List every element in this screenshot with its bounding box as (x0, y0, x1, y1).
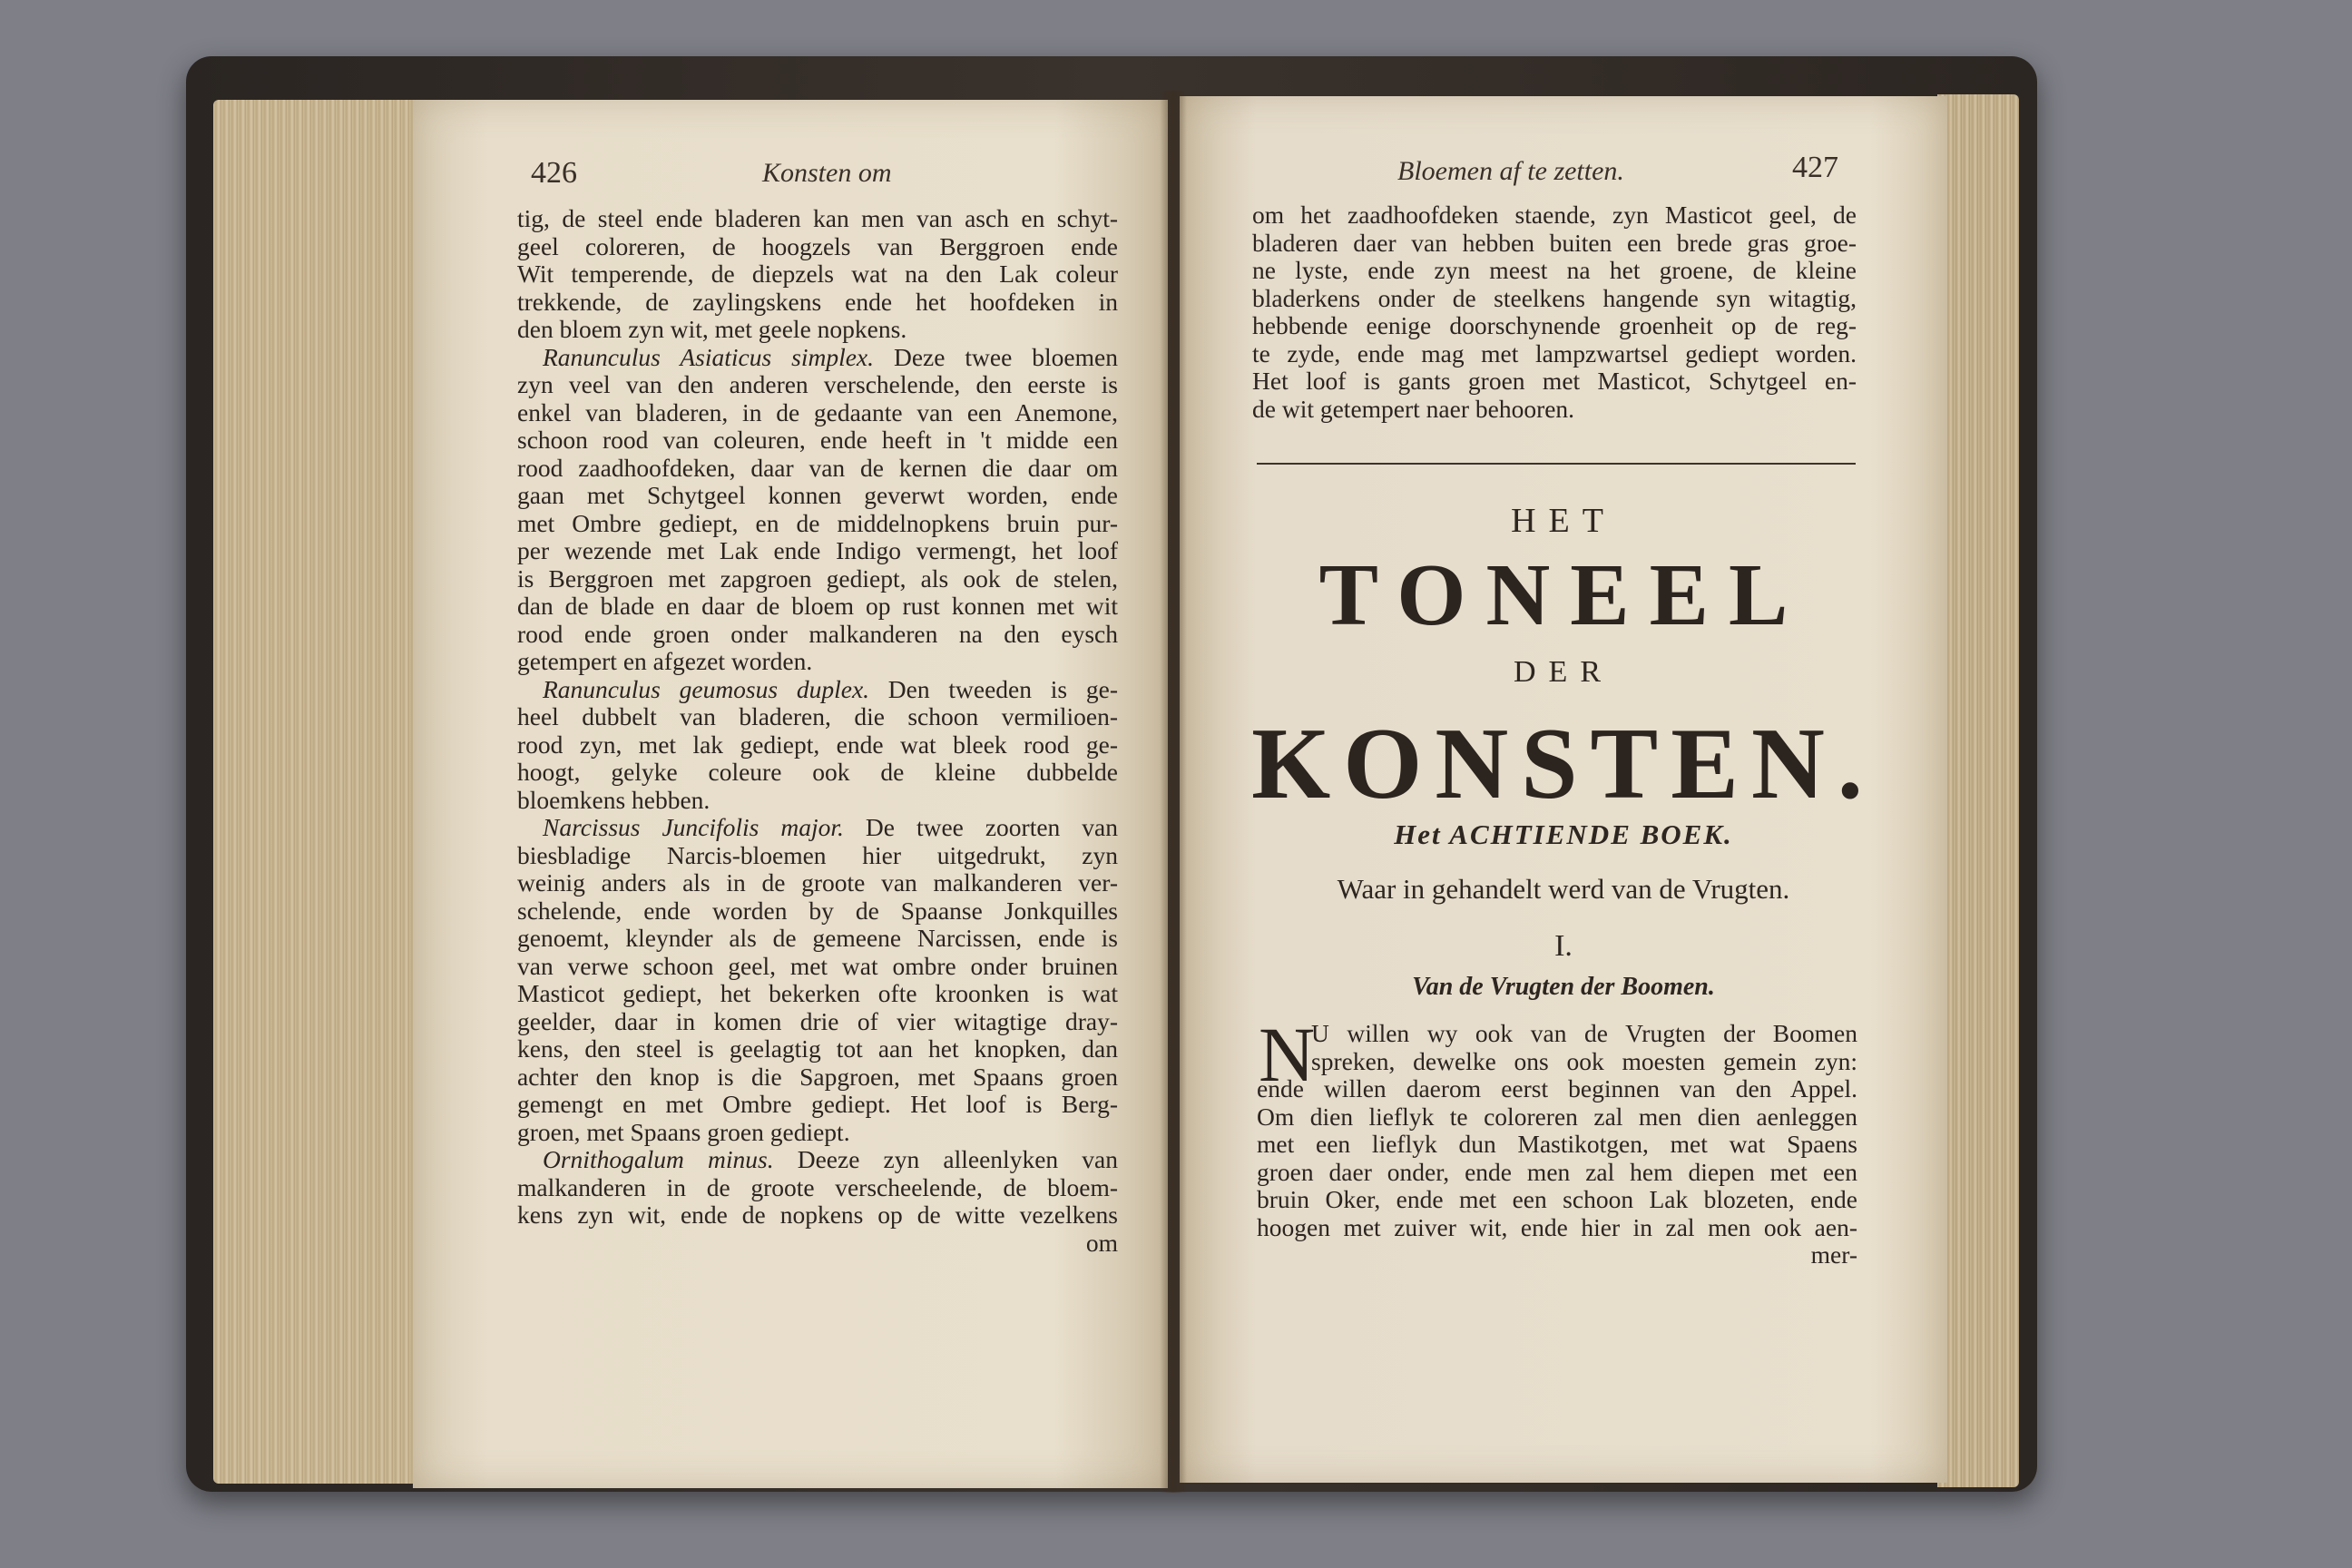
text-line: Ranunculus Asiaticus simplex. Deze twee bloemen (543, 342, 1118, 371)
text-line: trekkende, de zaylingskens ende het hoofdeken in (517, 287, 1118, 316)
text-line: hebbende eenige doorschynende groenheit op de reg- (1252, 311, 1857, 339)
book-subtitle: Waar in gehandelt werd van de Vrugten. (1337, 873, 1790, 905)
text-line: hoogt, gelyke coleure ook de kleine dubbelde (517, 758, 1118, 786)
title-toneel: TONEEL (1318, 546, 1808, 644)
text-line: met een lieflyk dun Mastikotgen, met wat Spaens (1257, 1130, 1857, 1158)
text-line: groen daer onder, ende men zal hem diepen met een (1257, 1157, 1857, 1186)
text-line: schelende, ende worden by de Spaanse Jonkquilles (517, 896, 1118, 925)
text-line: malkanderen in de groote verscheelende, de bloem- (517, 1172, 1118, 1201)
text-line: ne lyste, ende zyn meest na het groene, de kleine (1252, 256, 1857, 284)
text-line: gemengt en met Ombre gediept. Het loof is Berg- (517, 1090, 1118, 1118)
text-line: Ornithogalum minus. Deeze zyn alleenlyken van (543, 1145, 1119, 1173)
title-konsten: KONSTEN. (1251, 708, 1876, 820)
text-line: bladeren daer van hebben buiten een brede gras groe- (1252, 228, 1857, 257)
text-line: kens zyn wit, ende de nopkens op de witte vezelkens (517, 1200, 1118, 1229)
text-line: groen, met Spaans groen gediept. (517, 1117, 850, 1146)
text-line: bloemkens hebben. (517, 785, 710, 814)
text-line: Narcissus Juncifolis major. De twee zoorten van (543, 813, 1118, 841)
text-line: met Ombre gediept, en de middelnopkens bruin pur- (517, 508, 1118, 537)
book-number-heading: Het ACHTIENDE BOEK. (1394, 818, 1733, 850)
right-page-number: 427 (1792, 151, 1838, 184)
text-line: geelder, daar in komen drie of vier witagtige dray- (517, 1006, 1118, 1035)
text-line: Ranunculus geumosus duplex. Den tweeden is ge- (543, 674, 1118, 703)
left-page-number: 426 (531, 156, 577, 190)
text-line: om het zaadhoofdeken staende, zyn Masticot geel, de (1252, 201, 1857, 229)
text-line: getempert en afgezet worden. (517, 647, 813, 675)
text-line: weinig anders als in de groote van malkanderen ver- (517, 868, 1118, 897)
text-line: te zyde, ende mag met lampzwartsel gediept worden. (1252, 338, 1857, 368)
text-line: tig, de steel ende bladeren kan men van asch en schyt- (517, 204, 1118, 232)
text-line: zyn veel van den anderen verschelende, den eerste is (517, 370, 1118, 398)
text-line: den bloem zyn wit, met geele nopkens. (517, 315, 907, 343)
text-line: mer- (1810, 1240, 1857, 1269)
left-running-head: Konsten om (762, 158, 892, 188)
right-page-top-text (1252, 201, 1857, 423)
text-line: genoemt, kleynder als de gemeene Narcissen, ende is (517, 924, 1118, 952)
text-line: enkel van bladeren, in de gedaante van een Anemone, (517, 397, 1118, 426)
text-line: rood zyn, met lak gediept, ende wat bleek rood ge- (517, 730, 1118, 759)
text-line: Masticot gediept, het bekerken ofte kroonken is wat (517, 979, 1118, 1007)
text-line: van verwe schoon geel, met wat ombre onder bruinen (517, 951, 1118, 980)
title-der: DER (1514, 655, 1613, 689)
text-line: om (1085, 1228, 1118, 1257)
drop-cap: N (1259, 1011, 1316, 1098)
text-line: biesbladige Narcis-bloemen hier uitgedrukt, zyn (517, 840, 1118, 869)
section-divider (1257, 463, 1856, 465)
text-line: ende willen daerom eerst beginnen van den Appel. (1257, 1074, 1857, 1102)
text-line: hoogen met zuiver wit, ende hier in zal men ook aen- (1257, 1212, 1857, 1241)
text-line: bladerkens onder de steelkens hangende syn witagtig, (1252, 283, 1857, 312)
section-title: Van de Vrugten der Boomen. (1412, 973, 1715, 1001)
text-line: dan de blade en daar de bloem op rust konnen met wit (517, 592, 1118, 620)
text-line: U willen wy ook van de Vrugten der Boomen (1311, 1019, 1857, 1047)
text-line: bruin Oker, ende met een schoon Lak blozeten, ende (1257, 1185, 1857, 1213)
text-line: gaan met Schytgeel konnen geverwt worden, ende (517, 481, 1118, 509)
left-page-edges (213, 100, 424, 1484)
right-running-head: Bloemen af te zetten. (1397, 156, 1624, 186)
text-line: achter den knop is die Sapgroen, met Spaans groen (517, 1062, 1118, 1091)
right-page-body-text (1257, 1011, 1857, 1269)
left-page-text (517, 205, 1118, 1257)
text-line: rood zaadhoofdeken, daar van de kernen die daar om (517, 453, 1118, 482)
text-line: Wit temperende, de diepzels wat na den Lak coleur (517, 260, 1118, 288)
section-number: I. (1554, 929, 1573, 963)
text-line: per wezende met Lak ende Indigo vermengt, het loof (517, 536, 1118, 564)
text-line: rood ende groen onder malkanderen na den eysch (517, 619, 1118, 648)
text-line: heel dubbelt van bladeren, die schoon vermilioen- (517, 702, 1118, 730)
right-page-edges (1937, 94, 2019, 1487)
text-line: kens, den steel is geelagtig tot aan het knopken, dan (517, 1034, 1118, 1063)
text-line: schoon rood van coleuren, ende heeft in 't midde een (517, 426, 1118, 454)
text-line: geel coloreren, de hoogzels van Berggroen ende (517, 231, 1118, 260)
text-line: spreken, dewelke ons ook moesten gemein zyn: (1311, 1046, 1857, 1075)
title-het: HET (1511, 502, 1616, 540)
text-line: Om dien lieflyk te coloreren zal men dien aenleggen (1257, 1102, 1857, 1131)
text-line: de wit getempert naer behooren. (1252, 394, 1575, 423)
text-line: Het loof is gants groen met Masticot, Schytgeel en- (1252, 367, 1857, 395)
text-line: is Berggroen met zapgroen gediept, als ook de stelen, (517, 564, 1118, 593)
